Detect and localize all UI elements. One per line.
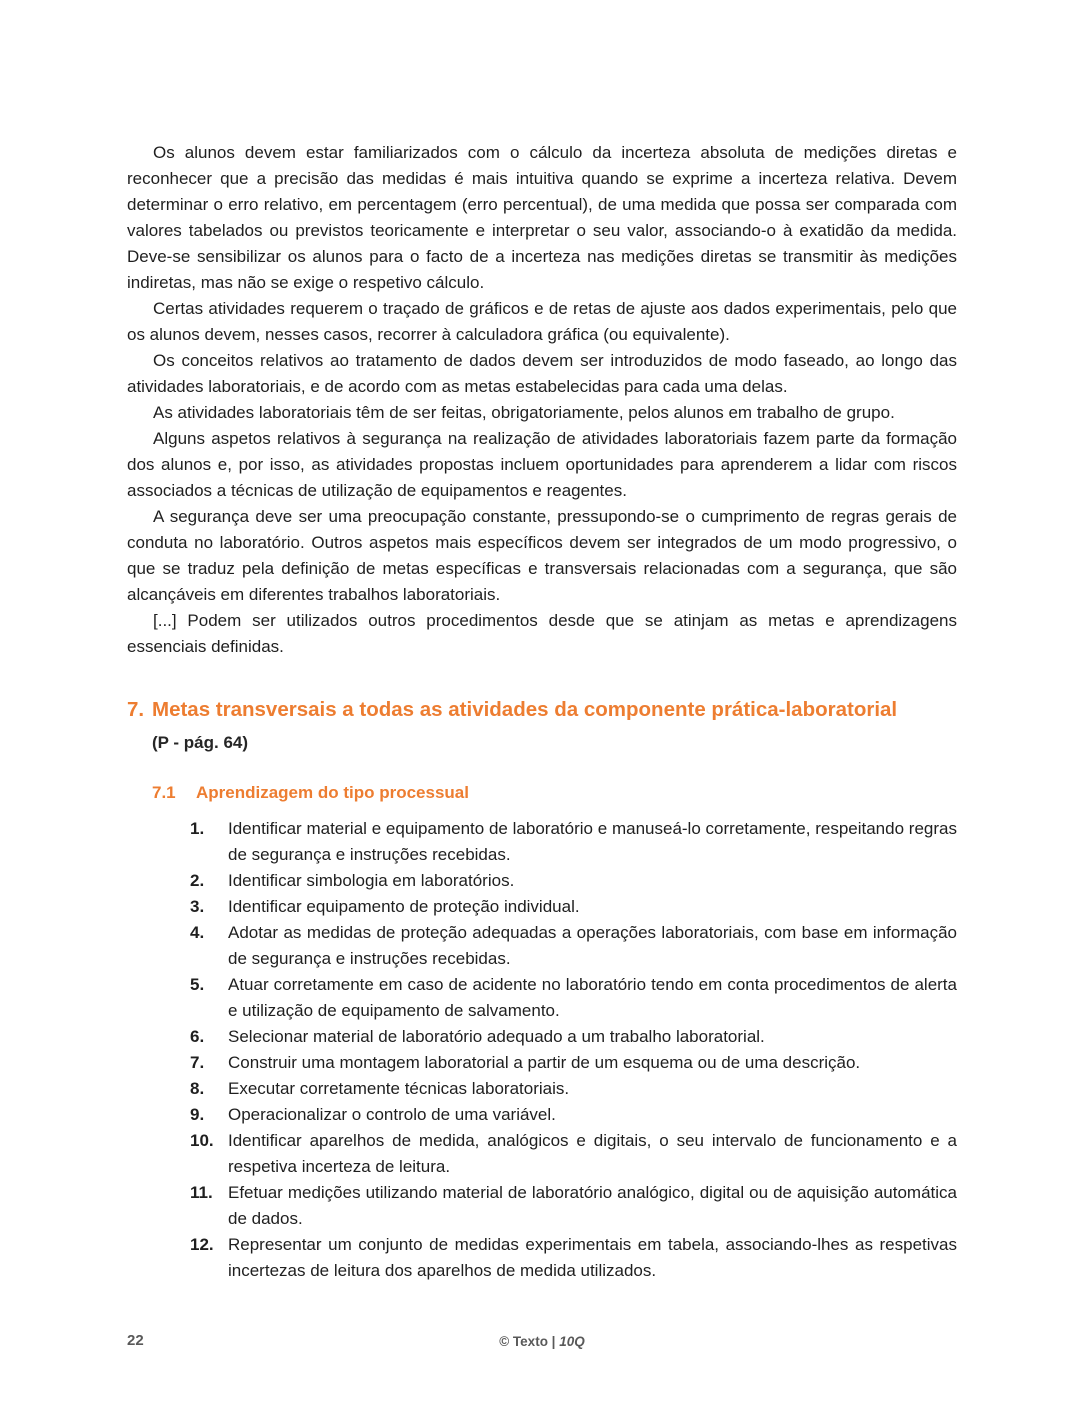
- list-item-number: 6.: [190, 1027, 205, 1046]
- section-number: 7.: [127, 698, 145, 721]
- list-item-number: 2.: [190, 871, 205, 890]
- footer-credit-book: 10Q: [559, 1334, 585, 1349]
- list-item: [190, 1076, 957, 1102]
- body-text: [127, 140, 957, 660]
- list-item-text: Identificar equipamento de proteção individual.: [228, 897, 580, 916]
- page-footer: [127, 1328, 957, 1350]
- subsection-title: Aprendizagem do tipo processual: [196, 783, 469, 802]
- body-paragraph: Os conceitos relativos ao tratamento de dados devem ser introduzidos de modo faseado, ao longo das atividades laboratoriais, e de acordo com as metas estabelecidas para cada uma delas.: [127, 351, 957, 396]
- list-item: [190, 816, 957, 868]
- body-paragraph: As atividades laboratoriais têm de ser feitas, obrigatoriamente, pelos alunos em trabalho de grupo.: [153, 403, 895, 422]
- footer-credit-prefix: © Texto |: [499, 1334, 560, 1349]
- body-paragraph: Os alunos devem estar familiarizados com o cálculo da incerteza absoluta de medições diretas e reconhecer que a precisão das medidas é mais intuitiva quando se exprime a incerteza relativa. Devem determinar o erro relativo, em percentagem (erro percentual), de uma medida que possa ser comparada com valores tabelados ou previstos teoricamente e interpretar o seu valor, associando-o à exatidão da medida. Deve-se sensibilizar os alunos para o facto de a incerteza nas medições diretas se transmitir às medições indiretas, mas não se exige o respetivo cálculo.: [127, 143, 957, 292]
- body-paragraph: A segurança deve ser uma preocupação constante, pressupondo-se o cumprimento de regras gerais de conduta no laboratório. Outros aspetos mais específicos devem ser integrados de um modo progressivo, o que se traduz pela definição de metas específicas e transversais relacionadas com a segurança, que são alcançáveis em diferentes trabalhos laboratoriais.: [127, 507, 957, 604]
- list-item: [190, 1128, 957, 1180]
- list-item-number: 4.: [190, 923, 205, 942]
- list-item-text: Identificar material e equipamento de laboratório e manuseá-lo corretamente, respeitando regras de segurança e instruções recebidas.: [228, 819, 957, 864]
- body-paragraph: Certas atividades requerem o traçado de gráficos e de retas de ajuste aos dados experimentais, pelo que os alunos devem, nesses casos, recorrer à calculadora gráfica (ou equivalente).: [127, 299, 957, 344]
- list-item-number: 10.: [190, 1131, 214, 1150]
- section-title: Metas transversais a todas as atividades da componente prática-laboratorial: [152, 698, 898, 721]
- list-item: [190, 1232, 957, 1284]
- list-item-number: 11.: [190, 1183, 213, 1202]
- list-item: [190, 920, 957, 972]
- list-item-number: 7.: [190, 1053, 205, 1072]
- list-item: [190, 972, 957, 1024]
- list-item: [190, 1102, 957, 1128]
- page-number: 22: [127, 1332, 144, 1349]
- list-item-text: Identificar aparelhos de medida, analógicos e digitais, o seu intervalo de funcionamento e a respetiva incerteza de leitura.: [228, 1131, 957, 1176]
- list-item-number: 5.: [190, 975, 205, 994]
- footer-credit: [127, 1329, 957, 1355]
- list-item: [190, 894, 957, 920]
- list-item: [190, 1050, 957, 1076]
- list-item-text: Efetuar medições utilizando material de laboratório analógico, digital ou de aquisição automática de dados.: [228, 1183, 957, 1228]
- list-item-number: 9.: [190, 1105, 205, 1124]
- subsection-heading: [152, 780, 957, 806]
- list-item-text: Selecionar material de laboratório adequado a um trabalho laboratorial.: [228, 1027, 765, 1046]
- list-item-text: Construir uma montagem laboratorial a partir de um esquema ou de uma descrição.: [228, 1053, 861, 1072]
- list-item-number: 8.: [190, 1079, 205, 1098]
- body-paragraph: Alguns aspetos relativos à segurança na realização de atividades laboratoriais fazem parte da formação dos alunos e, por isso, as atividades propostas incluem oportunidades para aprenderem a lidar com riscos associados a técnicas de utilização de equipamentos e reagentes.: [127, 429, 957, 500]
- page-reference: (P - pág. 64): [152, 733, 249, 752]
- list-item-number: 3.: [190, 897, 205, 916]
- list-item: [190, 868, 957, 894]
- list-item-text: Identificar simbologia em laboratórios.: [228, 871, 515, 890]
- subsection-number: 7.1: [152, 783, 176, 802]
- list-item-text: Executar corretamente técnicas laboratoriais.: [228, 1079, 570, 1098]
- list-item-text: Atuar corretamente em caso de acidente no laboratório tendo em conta procedimentos de alerta e utilização de equipamento de salvamento.: [228, 975, 957, 1020]
- list-item: [190, 1180, 957, 1232]
- list-item: [190, 1024, 957, 1050]
- body-paragraph: [...] Podem ser utilizados outros procedimentos desde que se atinjam as metas e aprendizagens essenciais definidas.: [127, 611, 957, 656]
- section-heading: [127, 696, 957, 724]
- list-item-number: 1.: [190, 819, 205, 838]
- list-item-number: 12.: [190, 1235, 214, 1254]
- list-item-text: Operacionalizar o controlo de uma variável.: [228, 1105, 556, 1124]
- numbered-list: [190, 816, 957, 1284]
- list-item-text: Representar um conjunto de medidas experimentais em tabela, associando-lhes as respetivas incertezas de leitura dos aparelhos de medida utilizados.: [228, 1235, 957, 1280]
- list-item-text: Adotar as medidas de proteção adequadas a operações laboratoriais, com base em informação de segurança e instruções recebidas.: [228, 923, 957, 968]
